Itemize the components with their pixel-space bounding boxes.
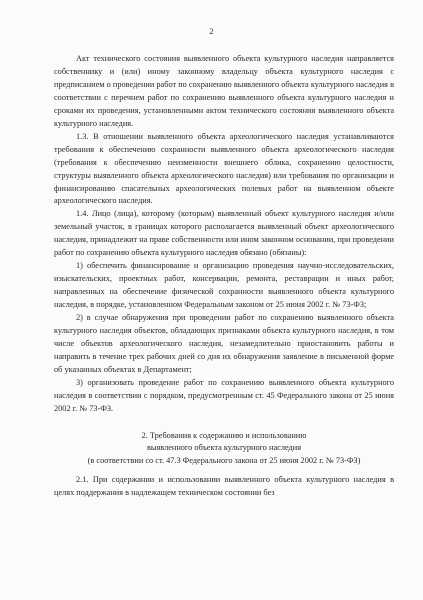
document-body <box>54 53 394 500</box>
page-number: 2 <box>209 26 214 36</box>
paragraph-obligation-2: 2) в случае обнаружения при проведении работ по сохранению выявленного объекта культурного наследия объектов, обладающих признаками объекта культурного наследия, в том числе объектов археологического наследия, незамедлительно приостановить работы и направить в течение трех рабочих дней со дня их обнаружения заявление в письменной форме об указанных объектах в Департамент; <box>54 313 394 374</box>
paragraph-act: Акт технического состояния выявленного объекта культурного наследия направляется собственнику и (или) иному законному владельцу объекта культурного наследия с предписанием о проведении работ по сохранению выявленного объекта культурного наследия в соответствии с перечнем работ по сохранению выявленного объекта культурного наследия и сроками их проведения, установленными актом технического состояния выявленного объекта культурного наследия. <box>54 54 394 128</box>
paragraph-obligation-3: 3) организовать проведение работ по сохранению выявленного объекта культурного наследия в соответствии с порядком, предусмотренным ст. 45 Федерального закона от 25 июня 2002 г. № 73-ФЗ. <box>54 377 394 413</box>
section-heading-line: (в соответствии со ст. 47.3 Федерального закона от 25 июня 2002 г. № 73-ФЗ) <box>87 455 361 465</box>
section-heading-line: выявленного объекта культурного наследия <box>146 443 302 453</box>
paragraph-1-3: 1.3. В отношении выявленного объекта археологического наследия устанавливаются требования к обеспечению сохранности выявленного объекта археологического наследия (требования к обеспечению неизменности внешнего облика, сохранению целостности, структуры выявленного объекта археологического наследия) или требования по организации и финансированию спасательных археологических полевых работ на выявленном объекте археологического наследия. <box>54 131 394 206</box>
section-heading <box>54 430 394 468</box>
paragraph-obligation-1: 1) обеспечить финансирование и организацию проведения научно-исследовательских, изыскательских, проектных работ, консервации, ремонта, реставрации и иных работ, направленных на обеспечение физической сохранности выявленного объекта культурного наследия, в порядке, установленном Федеральным законом от 25 июня 2002 г. № 73-ФЗ; <box>54 261 394 310</box>
paragraph-1-4: 1.4. Лицо (лица), которому (которым) выявленный объект культурного наследия и/или земельный участок, в границах которого располагается выявленный объект археологического наследия, принадлежит на праве собственности или ином законном основании, при проведении работ по сохранению объекта культурного наследия обязано (обязаны): <box>54 209 394 258</box>
section-heading-line: 2. Требования к содержанию и использованию <box>141 430 307 440</box>
paragraph-2-1: 2.1. При содержании и использовании выявленного объекта культурного наследия в целях поддержания в надлежащем техническом состоянии без <box>54 475 394 498</box>
